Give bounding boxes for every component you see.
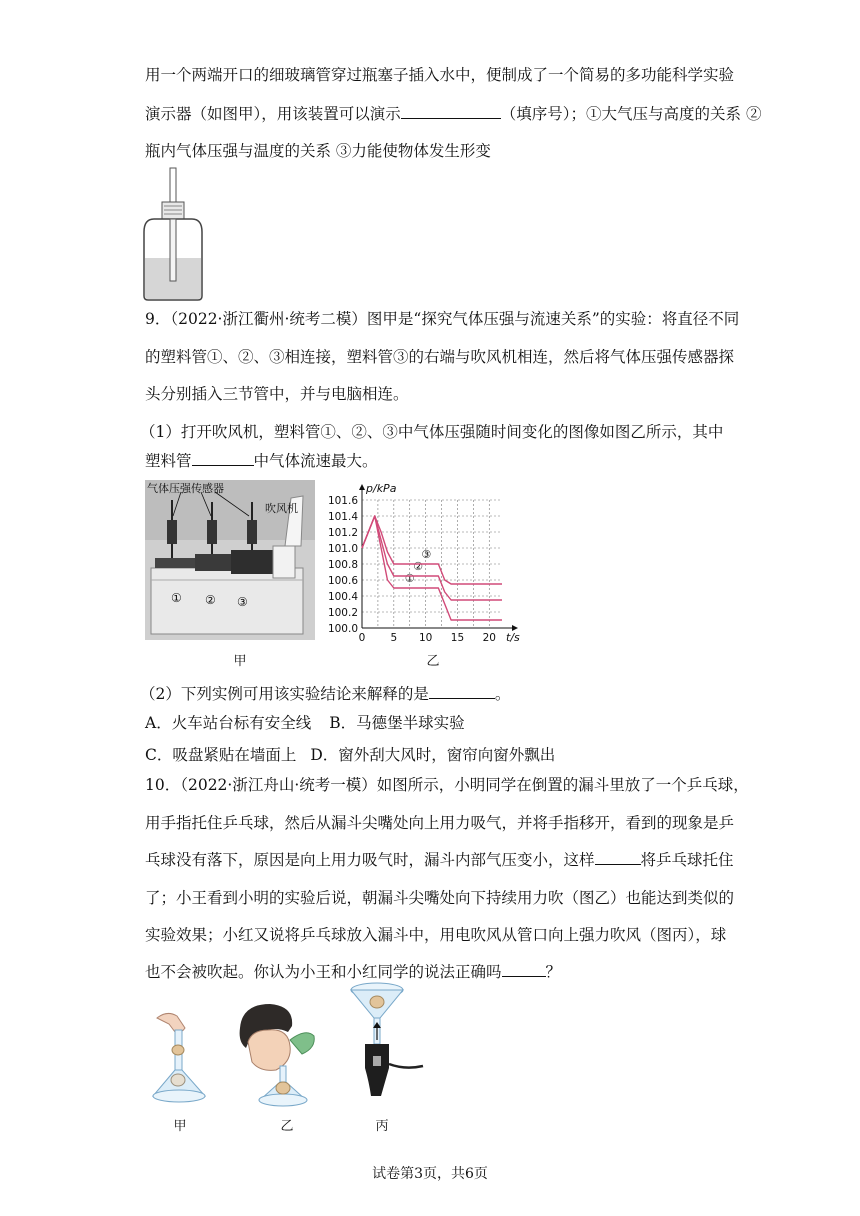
y-tick-label-5: 101.0 bbox=[327, 543, 358, 555]
y-tick-label-8: 101.6 bbox=[327, 495, 358, 507]
funnel-figure-bing bbox=[345, 978, 435, 1098]
chart-caption: 乙 bbox=[426, 654, 440, 669]
q9-line3: 头分别插入三节管中，并与电脑相连。 bbox=[145, 385, 409, 403]
y-axis-label: p/kPa bbox=[366, 482, 397, 495]
q9-sub1-answer-blank[interactable] bbox=[192, 451, 254, 466]
q8-line2-b: （填序号）；①大气压与高度的关系 ② bbox=[500, 105, 762, 123]
q8-line3: 瓶内气体压强与温度的关系 ③力能使物体发生形变 bbox=[145, 142, 491, 160]
pressure-chart bbox=[318, 478, 533, 643]
series-line-3 bbox=[362, 516, 502, 584]
q10-line3 bbox=[145, 850, 734, 870]
y-tick-label-0: 100.0 bbox=[327, 623, 358, 635]
y-tick-label-7: 101.4 bbox=[327, 511, 358, 523]
q9-options-cd bbox=[145, 745, 555, 765]
q9-line1: 9．（2022·浙江衢州·统考二模）图甲是“探究气体压强与流速关系”的实验：将直径不同 bbox=[145, 310, 740, 328]
q10-line6-b: ？ bbox=[545, 963, 562, 981]
sensor-label: 气体压强传感器 bbox=[147, 482, 224, 495]
x-axis-label: t/s bbox=[506, 631, 520, 643]
page-footer: 试卷第3页，共6页 bbox=[372, 1166, 488, 1182]
q10-line3-a: 乓球没有落下，原因是向上用力吸气时，漏斗内部气压变小，这样 bbox=[145, 851, 595, 869]
funnel-caption-yi: 乙 bbox=[280, 1119, 294, 1134]
apparatus-photo bbox=[145, 480, 315, 640]
q10-answer-blank-1[interactable] bbox=[595, 850, 641, 865]
y-tick-label-4: 100.8 bbox=[327, 559, 358, 571]
q10-line5: 实验效果；小红又说将乒乓球放入漏斗中，用电吹风从管口向上强力吹风（图丙），球 bbox=[145, 926, 727, 944]
x-tick-label-2: 10 bbox=[418, 632, 433, 643]
q9-sub1-line2-a: 塑料管 bbox=[145, 452, 192, 470]
x-tick-label-1: 5 bbox=[390, 632, 398, 643]
option-a[interactable]: A．火车站台标有安全线 bbox=[145, 714, 312, 732]
option-b[interactable]: B．马德堡半球实验 bbox=[329, 714, 465, 732]
q10-line4: 了；小王看到小明的实验后说，朝漏斗尖嘴处向下持续用力吹（图乙）也能达到类似的 bbox=[145, 889, 735, 907]
q9-line2: 的塑料管①、②、③相连接，塑料管③的右端与吹风机相连，然后将气体压强传感器探 bbox=[145, 348, 735, 366]
y-tick-label-6: 101.2 bbox=[327, 527, 358, 539]
y-axis-arrow bbox=[359, 484, 365, 490]
q9-options-ab bbox=[145, 713, 465, 733]
q10-line3-b: 将乒乓球托住 bbox=[640, 851, 734, 869]
y-tick-label-1: 100.2 bbox=[327, 607, 358, 619]
q9-sub2 bbox=[140, 684, 510, 704]
q8-answer-blank[interactable] bbox=[401, 104, 501, 119]
photo-caption: 甲 bbox=[233, 654, 247, 669]
tube-label-3: ③ bbox=[237, 595, 248, 609]
series-label-1: ① bbox=[404, 572, 415, 585]
y-tick-label-3: 100.6 bbox=[327, 575, 358, 587]
q9-sub1-line2-b: 中气体流速最大。 bbox=[253, 452, 378, 470]
q10-line1: 10．（2022·浙江舟山·统考一模）如图所示，小明同学在倒置的漏斗里放了一个乒乓球， bbox=[145, 776, 749, 794]
q8-line1: 用一个两端开口的细玻璃管穿过瓶塞子插入水中，便制成了一个简易的多功能科学实验 bbox=[145, 66, 735, 84]
q10-line2: 用手指托住乒乓球，然后从漏斗尖嘴处向上用力吸气，并将手指移开，看到的现象是乒 bbox=[145, 814, 735, 832]
q10-answer-blank-2[interactable] bbox=[502, 962, 546, 977]
tube-label-1: ① bbox=[171, 591, 182, 605]
funnel-figure-yi bbox=[232, 1000, 342, 1110]
funnel-figure-jia bbox=[145, 1010, 215, 1110]
x-tick-label-4: 20 bbox=[482, 632, 496, 643]
option-d[interactable]: D．窗外刮大风时，窗帘向窗外飘出 bbox=[310, 746, 556, 764]
funnel-caption-jia: 甲 bbox=[173, 1119, 187, 1134]
q9-sub2-b: 。 bbox=[494, 685, 511, 703]
x-tick-label-3: 15 bbox=[450, 632, 465, 643]
funnel-caption-bing: 丙 bbox=[375, 1119, 389, 1134]
q9-sub1-line1: （1）打开吹风机，塑料管①、②、③中气体压强随时间变化的图像如图乙所示，其中 bbox=[140, 423, 724, 441]
blower-label: 吹风机 bbox=[265, 502, 298, 515]
q9-sub2-answer-blank[interactable] bbox=[429, 684, 495, 699]
q8-line2-a: 演示器（如图甲），用该装置可以演示 bbox=[145, 105, 401, 123]
q9-sub1-line2 bbox=[145, 451, 378, 471]
q9-sub2-a: （2）下列实例可用该实验结论来解释的是 bbox=[140, 685, 429, 703]
bottle-figure bbox=[140, 166, 210, 302]
q10-line6-a: 也不会被吹起。你认为小王和小红同学的说法正确吗 bbox=[145, 963, 502, 981]
series-label-2: ② bbox=[413, 560, 423, 573]
x-tick-label-0: 0 bbox=[358, 632, 366, 643]
option-c[interactable]: C．吸盘紧贴在墙面上 bbox=[145, 746, 297, 764]
series-label-3: ③ bbox=[421, 548, 432, 561]
q8-line2 bbox=[145, 104, 761, 124]
series-line-1 bbox=[362, 516, 502, 620]
y-tick-label-2: 100.4 bbox=[327, 591, 358, 603]
tube-label-2: ② bbox=[205, 593, 216, 607]
